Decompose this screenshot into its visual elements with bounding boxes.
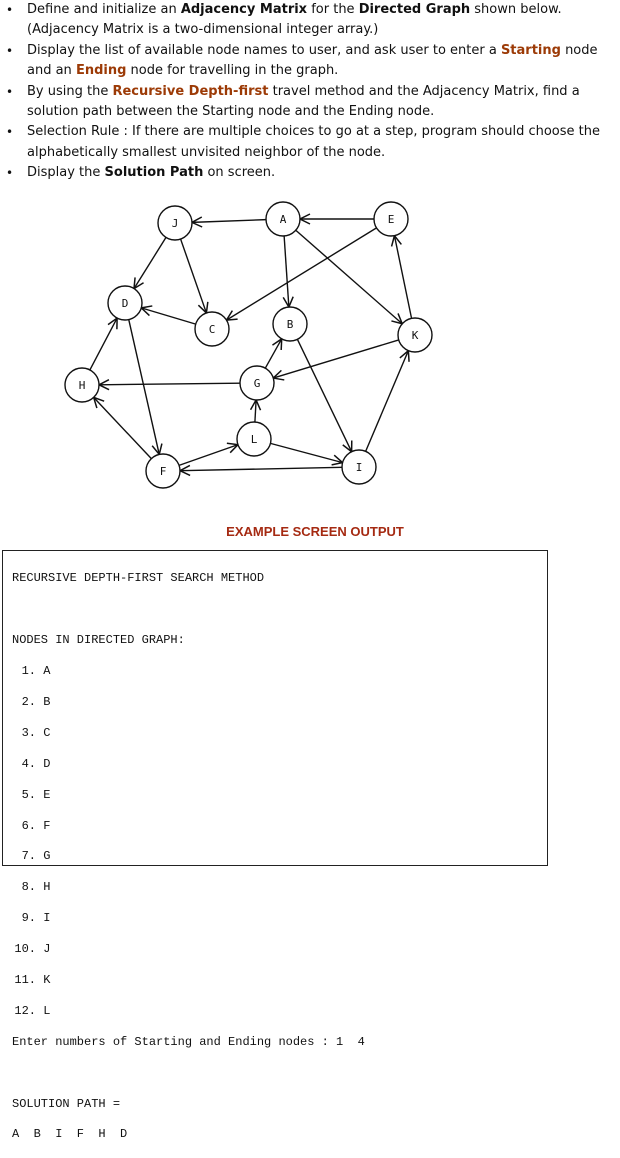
instructions-list xyxy=(0,0,620,184)
node-number: 1. xyxy=(21,664,36,679)
instruction-item xyxy=(0,0,620,41)
node-label: B xyxy=(286,318,294,331)
node-c xyxy=(195,312,229,346)
node-list-item xyxy=(12,788,547,803)
node-number: 9. xyxy=(21,911,36,926)
console-blank-line xyxy=(12,1066,547,1081)
node-list-item xyxy=(12,726,547,741)
bullet: • xyxy=(6,3,14,17)
edge-a-to-j xyxy=(192,220,266,223)
node-j xyxy=(158,206,192,240)
node-d xyxy=(108,286,142,320)
node-number: 3. xyxy=(21,725,36,740)
node-list-item xyxy=(12,664,547,679)
text-run: (Adjacency Matrix is a two-dimensional integer array.) xyxy=(27,22,379,38)
edge-j-to-c xyxy=(181,239,207,313)
highlight-recursive-depth-first: Recursive Depth-first xyxy=(112,83,269,99)
node-list-item xyxy=(12,757,547,772)
bullet: • xyxy=(6,125,14,140)
node-list-item xyxy=(12,911,547,926)
node-label: I xyxy=(355,461,363,474)
node-label: F xyxy=(159,465,167,478)
edge-i-to-f xyxy=(180,467,342,470)
node-label: D xyxy=(121,297,129,310)
bullet: • xyxy=(6,166,14,181)
node-number: 6. xyxy=(21,818,36,833)
node-b xyxy=(273,307,307,341)
edge-c-to-d xyxy=(141,308,195,324)
node-number: 5. xyxy=(21,787,36,802)
edge-d-to-f xyxy=(129,320,159,455)
edge-h-to-d xyxy=(90,318,117,370)
node-e xyxy=(374,202,408,236)
solution-path: A B I F H D xyxy=(12,1127,128,1142)
node-label: E xyxy=(387,213,395,226)
node-name: D xyxy=(43,756,51,771)
node-label: K xyxy=(411,329,419,342)
node-number: 10. xyxy=(14,942,36,957)
edge-j-to-d xyxy=(134,237,166,288)
node-list-item xyxy=(12,849,547,864)
emphasis-adjacency-matrix: Adjacency Matrix xyxy=(180,2,308,17)
nodes-title: NODES IN DIRECTED GRAPH: xyxy=(12,633,185,648)
node-number: 12. xyxy=(14,1003,36,1018)
node-number: 2. xyxy=(21,695,36,710)
node-name: F xyxy=(43,818,51,833)
emphasis-directed-graph: Directed Graph xyxy=(358,2,471,17)
console-output xyxy=(2,550,548,1142)
node-label: C xyxy=(208,323,216,336)
text-run: travel method and the Adjacency Matrix, find a solution path between the Starting node and the Ending node. xyxy=(27,83,580,120)
console-blank-line xyxy=(12,602,547,617)
node-name: J xyxy=(43,942,51,957)
node-name: L xyxy=(43,1003,51,1018)
node-list-item xyxy=(12,695,547,710)
node-name: I xyxy=(43,911,51,926)
text-run: By using the xyxy=(27,83,113,99)
instruction-item xyxy=(0,163,620,183)
directed-graph xyxy=(0,190,620,500)
node-label: G xyxy=(253,377,261,390)
text-run: shown below. xyxy=(470,2,562,17)
text-run: on screen. xyxy=(203,165,276,181)
node-label: J xyxy=(171,217,179,230)
bullet: • xyxy=(6,43,14,58)
text-run: Display the xyxy=(27,165,105,181)
highlight-ending: Ending xyxy=(75,63,127,79)
highlight-starting: Starting xyxy=(500,42,561,58)
edge-g-to-h xyxy=(99,383,240,385)
node-f xyxy=(146,454,180,488)
edge-i-to-k xyxy=(366,351,409,452)
text-run: Display the list of available node names to user, and ask user to enter a xyxy=(27,42,501,58)
node-name: C xyxy=(43,725,51,740)
edge-e-to-c xyxy=(226,228,376,320)
solution-title: SOLUTION PATH = xyxy=(12,1096,121,1111)
instruction-item xyxy=(0,122,620,163)
edge-g-to-b xyxy=(265,339,281,368)
edge-k-to-e xyxy=(394,236,411,319)
node-list-item xyxy=(12,880,547,895)
text-run: node and an xyxy=(27,42,598,79)
example-output-title: EXAMPLE SCREEN OUTPUT xyxy=(226,524,404,539)
edge-l-to-i xyxy=(270,443,342,462)
node-label: A xyxy=(279,213,287,226)
text-run: node for travelling in the graph. xyxy=(126,63,339,79)
node-k xyxy=(398,318,432,352)
node-list-item xyxy=(12,819,547,834)
node-number: 7. xyxy=(21,849,36,864)
instruction-item xyxy=(0,41,620,82)
edge-f-to-h xyxy=(94,397,152,458)
emphasis-solution-path: Solution Path xyxy=(104,165,204,181)
bullet: • xyxy=(6,84,14,99)
node-number: 4. xyxy=(21,756,36,771)
node-name: G xyxy=(43,849,51,864)
edge-a-to-b xyxy=(284,236,289,307)
graph-nodes xyxy=(65,202,432,488)
node-name: K xyxy=(43,973,51,988)
node-l xyxy=(237,422,271,456)
node-a xyxy=(266,202,300,236)
edge-f-to-l xyxy=(179,445,238,466)
node-number: 8. xyxy=(21,880,36,895)
node-h xyxy=(65,368,99,402)
node-number: 11. xyxy=(14,973,36,988)
node-list-item xyxy=(12,942,547,957)
node-label: L xyxy=(250,433,258,446)
instruction-item xyxy=(0,82,620,123)
text-run: for the xyxy=(307,2,359,17)
node-name: H xyxy=(43,880,51,895)
console-header: RECURSIVE DEPTH-FIRST SEARCH METHOD xyxy=(12,571,265,586)
node-i xyxy=(342,450,376,484)
node-name: E xyxy=(43,787,51,802)
text-run: Selection Rule : If there are multiple choices to go at a step, program should choose the alphabetically smallest unvisited neighbor of the node. xyxy=(27,124,600,160)
node-name: B xyxy=(43,695,51,710)
node-list-item xyxy=(12,973,547,988)
node-label: H xyxy=(78,379,86,392)
input-prompt: Enter numbers of Starting and Ending nodes : 1 4 xyxy=(12,1034,365,1049)
edge-l-to-g xyxy=(255,400,256,422)
node-name: A xyxy=(43,664,51,679)
node-g xyxy=(240,366,274,400)
text-run: Define and initialize an xyxy=(27,2,181,17)
edge-k-to-g xyxy=(273,340,398,378)
node-list-item xyxy=(12,1004,547,1019)
